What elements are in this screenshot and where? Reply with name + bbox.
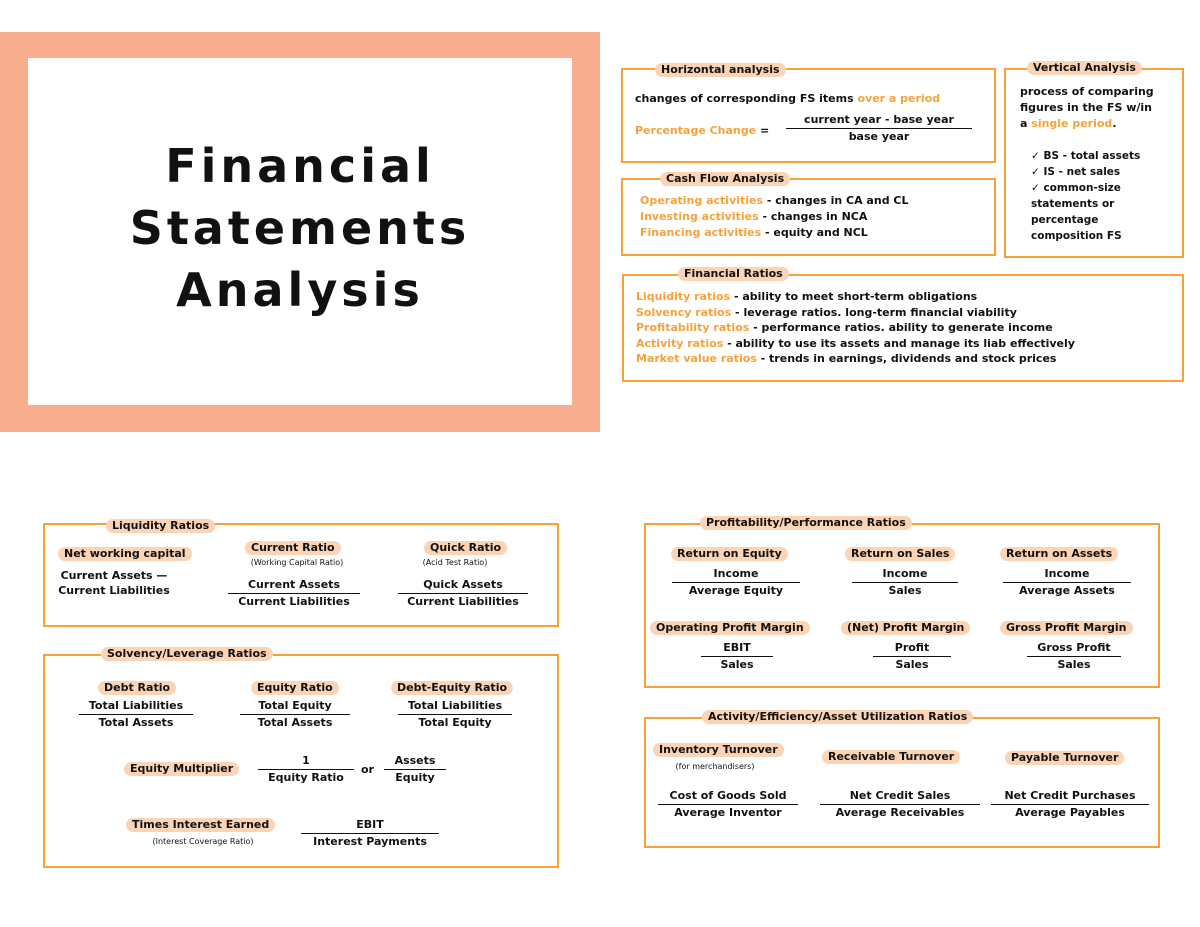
horizontal-desc-highlight: over a period: [857, 92, 941, 105]
ratio-row-text: - ability to use its assets and manage its liab effectively: [723, 336, 1075, 350]
qr-numerator: Quick Assets: [398, 578, 528, 594]
roe-numerator: Income: [672, 567, 800, 583]
dr-denominator: Total Assets: [98, 716, 174, 729]
roe-tag: Return on Equity: [671, 547, 788, 561]
pct-label: Percentage Change: [635, 124, 757, 137]
pct-denominator: base year: [848, 130, 910, 143]
ros-numerator: Income: [852, 567, 958, 583]
horizontal-desc: [635, 91, 940, 106]
vertical-line-3-pre: a: [1020, 117, 1032, 130]
liquidity-ratios-tag: Liquidity Ratios: [106, 519, 215, 533]
opm-tag: Operating Profit Margin: [650, 621, 810, 635]
rt-denominator: Average Receivables: [835, 806, 965, 819]
opm-fraction: [701, 641, 773, 672]
payable-turnover-tag: Payable Turnover: [1005, 751, 1124, 765]
em-numerator: 1: [258, 754, 354, 770]
financial-ratios-tag: Financial Ratios: [678, 267, 789, 281]
payable-turnover-fraction: [991, 789, 1149, 820]
inventory-turnover-sub: (for merchandisers): [675, 762, 755, 771]
equity-multiplier-alt-fraction: [384, 754, 446, 785]
cash-flow-row: [640, 225, 908, 241]
roa-denominator: Average Assets: [1019, 584, 1115, 597]
ratio-row-hl: Profitability ratios: [636, 321, 750, 334]
vertical-check-2: ✓ IS - net sales: [1031, 166, 1121, 178]
opm-numerator: EBIT: [701, 641, 773, 657]
solvency-ratios-tag: Solvency/Leverage Ratios: [101, 647, 273, 661]
percentage-change-fraction: [786, 113, 972, 144]
ratio-row: [636, 320, 1075, 336]
ratio-row-text: - trends in earnings, dividends and stock prices: [756, 352, 1057, 365]
title-line-1: Financial: [165, 139, 435, 193]
cash-flow-row: [640, 209, 908, 225]
vertical-check-6: composition FS: [1031, 230, 1122, 242]
equity-multiplier-or: or: [361, 763, 374, 776]
activity-ratios-tag: Activity/Efficiency/Asset Utilization Ratios: [702, 710, 973, 724]
financial-ratios-list: [636, 289, 1075, 367]
quick-ratio-tag: Quick Ratio: [424, 541, 507, 555]
vertical-check-5: percentage: [1031, 214, 1099, 226]
times-interest-earned-tag: Times Interest Earned: [126, 818, 275, 832]
em2-denominator: Equity: [395, 771, 435, 784]
title-line-3: Analysis: [176, 263, 424, 317]
rt-numerator: Net Credit Sales: [820, 789, 980, 805]
nwc-line-2: Current Liabilities: [58, 584, 170, 597]
de-denominator: Total Equity: [418, 716, 492, 729]
ratio-row: [636, 351, 1075, 367]
ratio-row-text: - ability to meet short-term obligations: [730, 290, 978, 303]
equity-multiplier-tag: Equity Multiplier: [124, 762, 239, 776]
title-line-2: Statements: [129, 201, 471, 255]
gpm-tag: Gross Profit Margin: [1000, 621, 1133, 635]
gpm-fraction: [1027, 641, 1121, 672]
pct-numerator: current year - base year: [786, 113, 972, 129]
vertical-line-2: figures in the FS w/in: [1020, 101, 1152, 114]
vertical-check-1: ✓ BS - total assets: [1031, 150, 1141, 162]
vertical-line-3-hl: single period: [1031, 117, 1113, 130]
horizontal-analysis-tag: Horizontal analysis: [655, 63, 786, 77]
cash-flow-row-hl: Investing activities: [640, 210, 759, 223]
nwc-formula: [54, 568, 174, 598]
cash-flow-row-hl: Financing activities: [640, 226, 762, 239]
nwc-tag: Net working capital: [58, 547, 192, 561]
ratio-row-hl: Activity ratios: [636, 336, 724, 350]
pt-denominator: Average Payables: [1015, 806, 1125, 819]
cash-flow-row-text: - equity and NCL: [761, 226, 868, 239]
ratio-row-text: - performance ratios. ability to generate income: [749, 321, 1053, 334]
vertical-line-3: [1020, 116, 1154, 132]
roa-tag: Return on Assets: [1000, 547, 1118, 561]
equity-ratio-fraction: [240, 699, 350, 730]
vertical-desc: [1020, 84, 1154, 132]
equity-multiplier-fraction: [258, 754, 354, 785]
tie-numerator: EBIT: [301, 818, 439, 834]
inventory-turnover-tag: Inventory Turnover: [653, 743, 784, 757]
receivable-turnover-tag: Receivable Turnover: [822, 750, 960, 764]
page-title: [28, 135, 572, 321]
activity-ratios-box: [644, 717, 1160, 848]
qr-denominator: Current Liabilities: [407, 595, 519, 608]
debt-equity-ratio-tag: Debt-Equity Ratio: [391, 681, 513, 695]
percentage-change-label: [635, 123, 769, 138]
cash-flow-row-text: - changes in CA and CL: [763, 194, 909, 207]
ros-denominator: Sales: [888, 584, 922, 597]
er-denominator: Total Assets: [257, 716, 333, 729]
horizontal-desc-text: changes of corresponding FS items: [635, 92, 858, 105]
cash-flow-tag: Cash Flow Analysis: [660, 172, 790, 186]
vertical-checklist: [1031, 148, 1140, 244]
npm-fraction: [873, 641, 951, 672]
vertical-check-4: statements or: [1031, 198, 1115, 210]
dr-numerator: Total Liabilities: [79, 699, 193, 715]
roe-denominator: Average Equity: [688, 584, 784, 597]
debt-ratio-tag: Debt Ratio: [98, 681, 176, 695]
receivable-turnover-fraction: [820, 789, 980, 820]
tie-fraction: [301, 818, 439, 849]
cash-flow-row: [640, 193, 908, 209]
gpm-denominator: Sales: [1057, 658, 1091, 671]
ratio-row-hl: Liquidity ratios: [636, 290, 731, 303]
gpm-numerator: Gross Profit: [1027, 641, 1121, 657]
pt-numerator: Net Credit Purchases: [991, 789, 1149, 805]
vertical-check-3: ✓ common-size: [1031, 182, 1121, 194]
equity-ratio-tag: Equity Ratio: [251, 681, 339, 695]
ratio-row: [636, 305, 1075, 321]
cr-denominator: Current Liabilities: [238, 595, 350, 608]
vertical-line-3-post: .: [1112, 117, 1117, 130]
inventory-turnover-fraction: [658, 789, 798, 820]
npm-tag: (Net) Profit Margin: [841, 621, 970, 635]
cash-flow-row-hl: Operating activities: [640, 194, 764, 207]
em-denominator: Equity Ratio: [268, 771, 344, 784]
npm-denominator: Sales: [895, 658, 929, 671]
it-denominator: Average Inventor: [674, 806, 782, 819]
current-ratio-tag: Current Ratio: [245, 541, 341, 555]
er-numerator: Total Equity: [240, 699, 350, 715]
quick-ratio-sub: (Acid Test Ratio): [422, 558, 488, 567]
ratio-row: [636, 336, 1075, 352]
roa-fraction: [1003, 567, 1131, 598]
current-ratio-sub: (Working Capital Ratio): [250, 558, 344, 567]
debt-equity-fraction: [398, 699, 512, 730]
roa-numerator: Income: [1003, 567, 1131, 583]
it-numerator: Cost of Goods Sold: [658, 789, 798, 805]
ratio-row-text: - leverage ratios. long-term financial viability: [731, 305, 1017, 319]
opm-denominator: Sales: [720, 658, 754, 671]
cash-flow-row-text: - changes in NCA: [758, 210, 868, 223]
profitability-ratios-tag: Profitability/Performance Ratios: [700, 516, 912, 530]
quick-ratio-fraction: [398, 578, 528, 609]
cash-flow-list: [640, 193, 908, 241]
nwc-line-1: Current Assets —: [60, 569, 168, 582]
roe-fraction: [672, 567, 800, 598]
em2-numerator: Assets: [384, 754, 446, 770]
de-numerator: Total Liabilities: [398, 699, 512, 715]
vertical-line-1: process of comparing: [1020, 85, 1154, 98]
tie-sub: (Interest Coverage Ratio): [152, 837, 254, 846]
cr-numerator: Current Assets: [228, 578, 360, 594]
ros-fraction: [852, 567, 958, 598]
ratio-row-hl: Market value ratios: [636, 352, 757, 365]
tie-denominator: Interest Payments: [313, 835, 427, 848]
vertical-analysis-tag: Vertical Analysis: [1027, 61, 1142, 75]
pct-eq: =: [756, 124, 770, 137]
npm-numerator: Profit: [873, 641, 951, 657]
ratio-row: [636, 289, 1075, 305]
ratio-row-hl: Solvency ratios: [636, 305, 732, 319]
debt-ratio-fraction: [79, 699, 193, 730]
ros-tag: Return on Sales: [845, 547, 955, 561]
current-ratio-fraction: [228, 578, 360, 609]
